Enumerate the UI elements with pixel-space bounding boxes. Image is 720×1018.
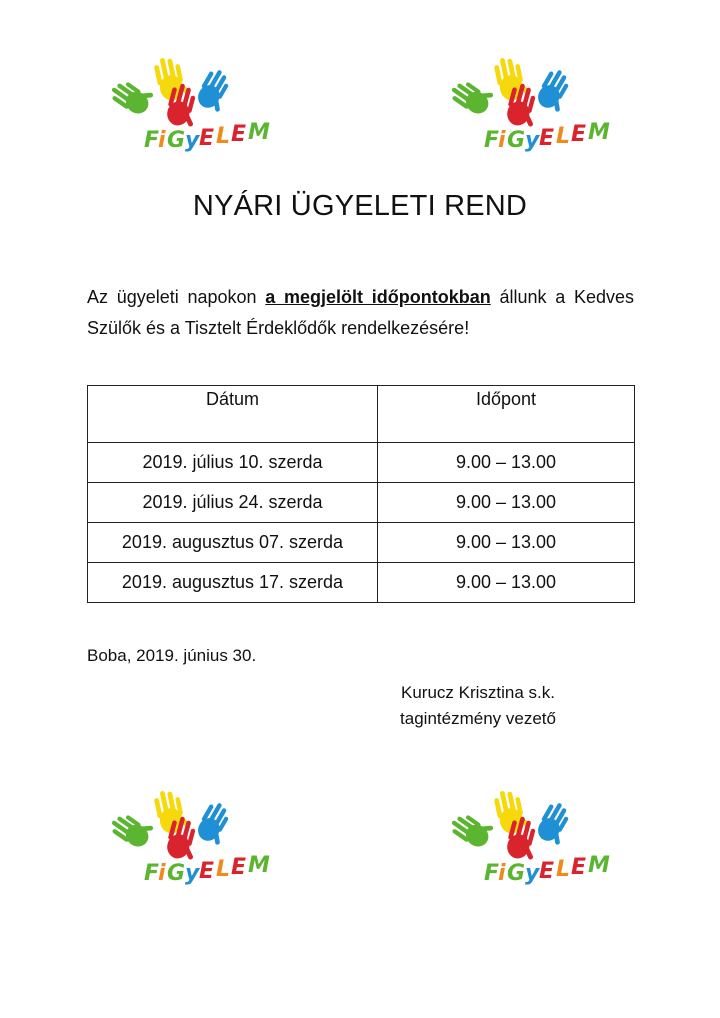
intro-text: állunk a Kedves Szülők és a Tisztelt Érdeklődők rendelkezésére! [87,287,634,338]
logo-letter: M [588,853,610,878]
logo-letter: E [539,126,555,151]
logo-letter: F [484,128,500,153]
column-header-date: Dátum [88,386,378,443]
table-row [88,523,635,563]
page-title: NYÁRI ÜGYELETI REND [192,190,528,222]
logo-letter: F [144,861,160,886]
signature-block [388,680,568,732]
logo-letter: E [199,859,215,884]
column-header-time: Időpont [378,386,635,443]
logo-letter: i [158,861,166,886]
logo-letter: i [158,128,166,153]
logo-letter: M [588,120,610,145]
figyelem-logo [432,788,628,898]
figyelem-logo [432,55,628,165]
figyelem-logo [92,788,288,898]
table-row [88,563,635,603]
logo-letter: M [248,853,270,878]
logo-letter: E [231,122,247,147]
logo-letter: E [199,126,215,151]
place-and-date: Boba, 2019. június 30. [87,646,257,665]
date-cell: 2019. augusztus 17. szerda [88,563,378,603]
time-cell: 9.00 – 13.00 [378,523,635,563]
logo-letter: y [525,128,540,153]
logo-letter: y [185,861,200,886]
signature-role: tagintézmény vezető [400,709,556,728]
date-cell: 2019. augusztus 07. szerda [88,523,378,563]
logo-letter: E [571,122,587,147]
signature-name: Kurucz Krisztina s.k. [401,683,555,702]
logo-letter: G [507,128,526,153]
logo-letter: i [498,861,506,886]
table-header-row [88,386,635,443]
schedule-table [87,385,635,603]
time-cell: 9.00 – 13.00 [378,483,635,523]
date-cell: 2019. július 10. szerda [88,443,378,483]
logo-letter: E [571,855,587,880]
logo-letter: i [498,128,506,153]
logo-letter: L [216,857,231,882]
logo-letter: G [167,861,186,886]
time-cell: 9.00 – 13.00 [378,563,635,603]
logo-letter: E [539,859,555,884]
logo-letter: E [231,855,247,880]
logo-letter: F [484,861,500,886]
time-cell: 9.00 – 13.00 [378,443,635,483]
logo-letter: M [248,120,270,145]
logo-letter: G [507,861,526,886]
intro-paragraph [87,282,634,344]
logo-letter: y [185,128,200,153]
intro-text: Az ügyeleti napokon [87,287,266,307]
logo-letter: F [144,128,160,153]
logo-letter: G [167,128,186,153]
logo-letter: L [216,124,231,149]
table-row [88,483,635,523]
logo-letter: L [556,857,571,882]
intro-highlight: a megjelölt időpontokban [265,287,491,307]
logo-letter: L [556,124,571,149]
logo-letter: y [525,861,540,886]
figyelem-logo [92,55,288,165]
date-cell: 2019. július 24. szerda [88,483,378,523]
table-row [88,443,635,483]
